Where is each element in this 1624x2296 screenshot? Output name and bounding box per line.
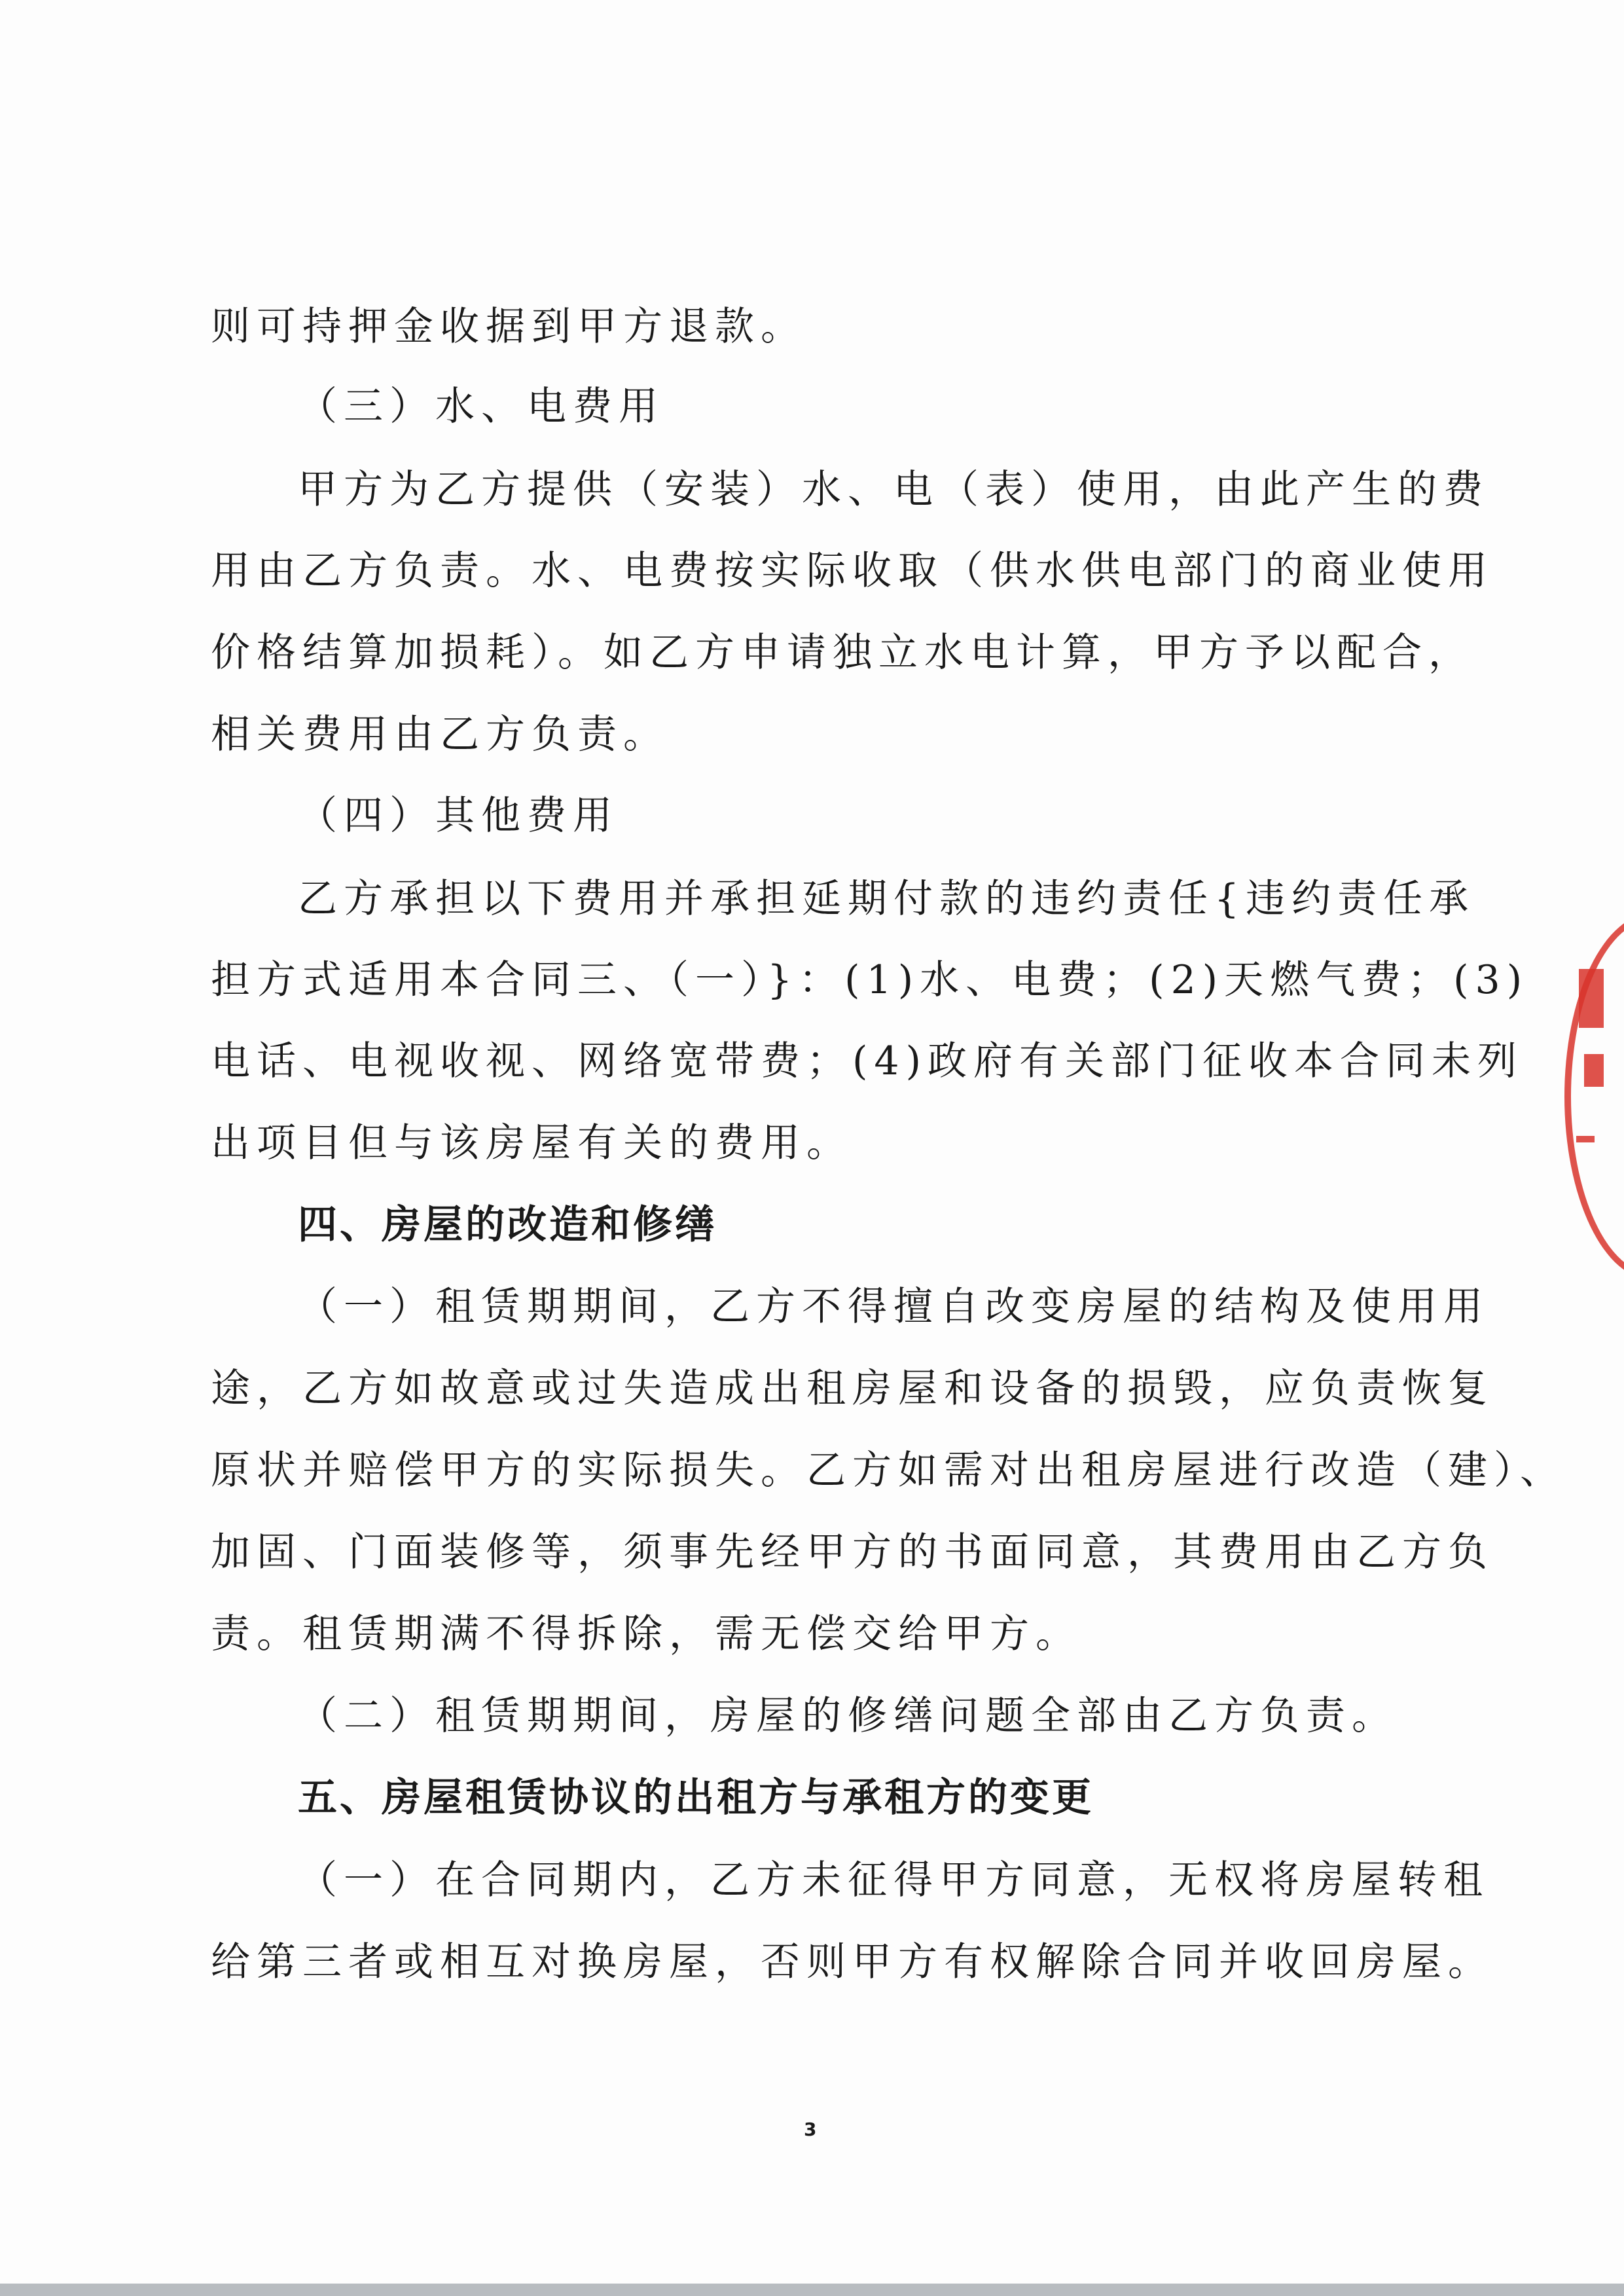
paragraph-line: 加固、门面装修等，须事先经甲方的书面同意，其费用由乙方负: [211, 1529, 1494, 1575]
paragraph-line: 担方式适用本合同三、（一）}：(1)水、电费；(2)天燃气费；(3): [211, 957, 1529, 1003]
paragraph-line: 用由乙方负责。水、电费按实际收取（供水供电部门的商业使用: [211, 548, 1494, 594]
seal-stamp: [1564, 913, 1624, 1280]
paragraph-line: 责。租赁期满不得拆除，需无偿交给甲方。: [211, 1611, 1081, 1657]
article-heading: 五、房屋租赁协议的出租方与承租方的变更: [298, 1775, 1094, 1821]
paragraph-line: 电话、电视收视、网络宽带费；(4)政府有关部门征收本合同未列: [211, 1038, 1523, 1084]
scan-edge: [0, 2284, 1624, 2296]
paragraph-line: （一）在合同期内，乙方未征得甲方同意，无权将房屋转租: [298, 1857, 1489, 1903]
paragraph-line: 途，乙方如故意或过失造成出租房屋和设备的损毁，应负责恢复: [211, 1366, 1494, 1412]
section-heading: （四）其他费用: [298, 793, 619, 839]
paragraph-line: 原状并赔偿甲方的实际损失。乙方如需对出租房屋进行改造（建）、: [211, 1448, 1566, 1493]
paragraph-line: 给第三者或相互对换房屋，否则甲方有权解除合同并收回房屋。: [211, 1939, 1494, 1985]
paragraph-line: 相关费用由乙方负责。: [211, 712, 669, 757]
paragraph-line: 甲方为乙方提供（安装）水、电（表）使用，由此产生的费: [298, 467, 1489, 513]
article-heading: 四、房屋的改造和修缮: [298, 1202, 717, 1248]
paragraph-line: 乙方承担以下费用并承担延期付款的违约责任{违约责任承: [298, 876, 1475, 922]
seal-stamp-fragment: [1576, 1136, 1595, 1142]
paragraph-line: （一）租赁期期间，乙方不得擅自改变房屋的结构及使用用: [298, 1284, 1489, 1330]
section-heading: （三）水、电费用: [298, 384, 664, 429]
page-number: 3: [804, 2119, 817, 2140]
paragraph-line: 则可持押金收据到甲方退款。: [211, 304, 806, 350]
seal-stamp-fragment: [1579, 969, 1604, 1028]
paragraph-line: 出项目但与该房屋有关的费用。: [211, 1120, 852, 1166]
paragraph-line: （二）租赁期期间，房屋的修缮问题全部由乙方负责。: [298, 1693, 1398, 1739]
paragraph-line: 价格结算加损耗）。如乙方申请独立水电计算，甲方予以配合，: [211, 630, 1474, 676]
seal-stamp-fragment: [1584, 1054, 1604, 1087]
